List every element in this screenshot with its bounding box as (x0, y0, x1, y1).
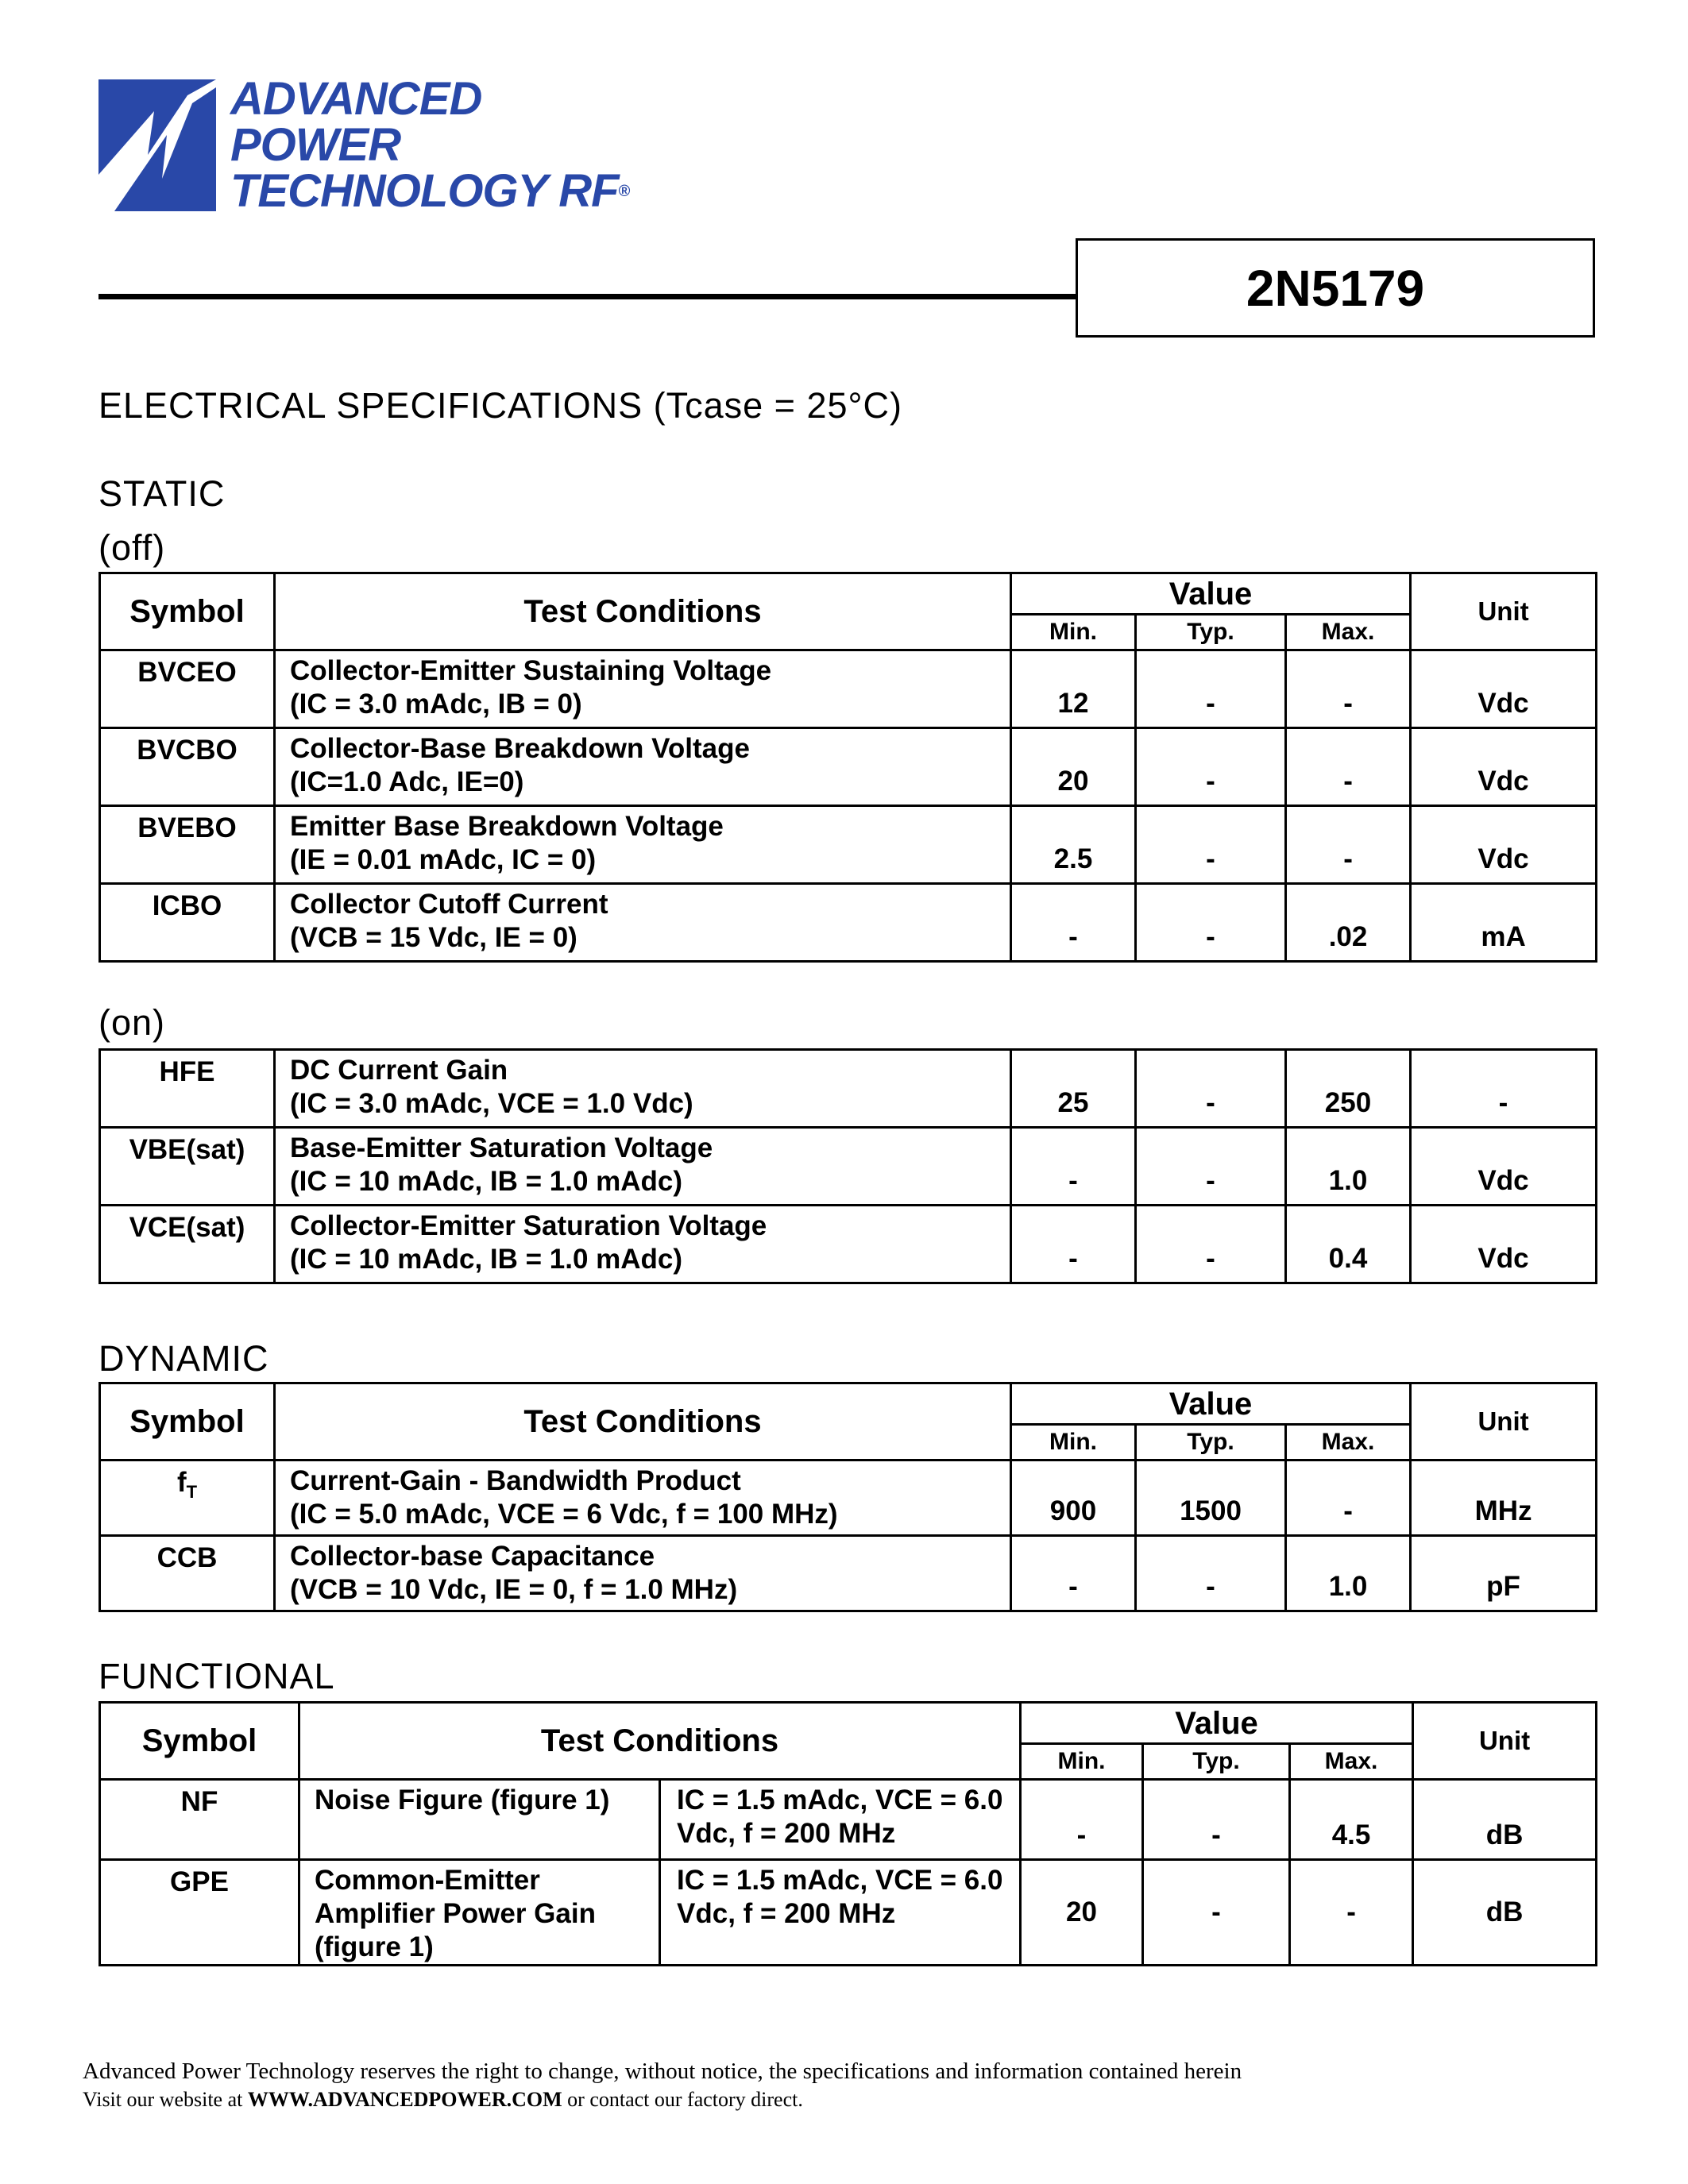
symbol-cell: CCB (100, 1536, 275, 1611)
symbol-cell: GPE (100, 1860, 299, 1966)
min-cell: - (1011, 1206, 1136, 1283)
company-logo-icon (98, 79, 216, 211)
table-row (100, 728, 1597, 806)
min-cell: - (1021, 1780, 1143, 1860)
unit-cell: Vdc (1411, 728, 1597, 806)
table-row (100, 1128, 1597, 1206)
unit-cell: Vdc (1411, 650, 1597, 728)
min-cell: 20 (1011, 728, 1136, 806)
min-cell: - (1011, 1128, 1136, 1206)
footer-contact: Visit our website at WWW.ADVANCEDPOWER.COM or contact our factory direct. (83, 2088, 803, 2111)
functional-table (98, 1701, 1597, 1966)
max-cell: 1.0 (1286, 1128, 1411, 1206)
min-cell: 20 (1021, 1860, 1143, 1966)
max-cell: .02 (1286, 884, 1411, 962)
table-row (100, 1780, 1597, 1860)
symbol-cell: BVCBO (100, 728, 275, 806)
symbol-cell: NF (100, 1780, 299, 1860)
description-cell: Common-Emitter Amplifier Power Gain (figure 1) (299, 1860, 660, 1966)
unit-cell: MHz (1411, 1461, 1597, 1536)
conditions-cell: Base-Emitter Saturation Voltage (IC = 10 mAdc, IB = 1.0 mAdc) (275, 1128, 1011, 1206)
conditions-cell: Emitter Base Breakdown Voltage (IE = 0.01 mAdc, IC = 0) (275, 806, 1011, 884)
typ-cell: - (1143, 1780, 1290, 1860)
header-min: Min. (1011, 615, 1136, 650)
header-max: Max. (1290, 1744, 1413, 1780)
max-cell: 1.0 (1286, 1536, 1411, 1611)
static-on-table (98, 1048, 1597, 1284)
header-typ: Typ. (1143, 1744, 1290, 1780)
unit-cell: dB (1413, 1860, 1597, 1966)
part-number-box (1076, 238, 1595, 338)
unit-cell: - (1411, 1050, 1597, 1128)
section-off: (off) (98, 527, 166, 568)
header-symbol: Symbol (100, 573, 275, 650)
company-logo-text: ADVANCED POWER TECHNOLOGY RF® (230, 73, 630, 217)
max-cell: - (1286, 650, 1411, 728)
typ-cell: - (1136, 650, 1286, 728)
header-conditions: Test Conditions (275, 573, 1011, 650)
unit-cell: Vdc (1411, 806, 1597, 884)
conditions-cell: Collector-Emitter Sustaining Voltage (IC = 3.0 mAdc, IB = 0) (275, 650, 1011, 728)
header-rule (98, 294, 1077, 299)
dynamic-table (98, 1382, 1597, 1612)
table-row (100, 1050, 1597, 1128)
min-cell: 2.5 (1011, 806, 1136, 884)
typ-cell: - (1136, 728, 1286, 806)
header-max: Max. (1286, 1425, 1411, 1461)
header-typ: Typ. (1136, 1425, 1286, 1461)
header-symbol: Symbol (100, 1383, 275, 1461)
table-row (100, 806, 1597, 884)
typ-cell: - (1136, 1050, 1286, 1128)
typ-cell: - (1136, 1128, 1286, 1206)
table-row (100, 884, 1597, 962)
header-typ: Typ. (1136, 615, 1286, 650)
conditions-cell: IC = 1.5 mAdc, VCE = 6.0 Vdc, f = 200 MHz (660, 1860, 1021, 1966)
max-cell: - (1290, 1860, 1413, 1966)
part-number: 2N5179 (1246, 259, 1425, 317)
section-static: STATIC (98, 473, 226, 514)
max-cell: 0.4 (1286, 1206, 1411, 1283)
header-min: Min. (1021, 1744, 1143, 1780)
min-cell: 900 (1011, 1461, 1136, 1536)
unit-cell: Vdc (1411, 1128, 1597, 1206)
symbol-cell: BVCEO (100, 650, 275, 728)
section-on: (on) (98, 1002, 166, 1043)
typ-cell: - (1143, 1860, 1290, 1966)
min-cell: - (1011, 1536, 1136, 1611)
conditions-cell: IC = 1.5 mAdc, VCE = 6.0 Vdc, f = 200 MHz (660, 1780, 1021, 1860)
header-min: Min. (1011, 1425, 1136, 1461)
conditions-cell: Collector-Base Breakdown Voltage (IC=1.0 Adc, IE=0) (275, 728, 1011, 806)
header-conditions: Test Conditions (299, 1703, 1021, 1780)
footer-disclaimer: Advanced Power Technology reserves the right to change, without notice, the specifications and information contained herein (83, 2059, 1242, 2084)
header-unit: Unit (1411, 1383, 1597, 1461)
table-row (100, 1461, 1597, 1536)
unit-cell: dB (1413, 1780, 1597, 1860)
unit-cell: pF (1411, 1536, 1597, 1611)
website-link[interactable]: WWW.ADVANCEDPOWER.COM (247, 2088, 562, 2111)
section-dynamic: DYNAMIC (98, 1338, 269, 1379)
header-conditions: Test Conditions (275, 1383, 1011, 1461)
symbol-cell: VCE(sat) (100, 1206, 275, 1283)
conditions-cell: Collector Cutoff Current (VCB = 15 Vdc, IE = 0) (275, 884, 1011, 962)
header-max: Max. (1286, 615, 1411, 650)
unit-cell: mA (1411, 884, 1597, 962)
header-value: Value (1011, 1383, 1411, 1425)
header-unit: Unit (1411, 573, 1597, 650)
min-cell: 25 (1011, 1050, 1136, 1128)
symbol-cell: ICBO (100, 884, 275, 962)
header-value: Value (1011, 573, 1411, 615)
conditions-cell: DC Current Gain (IC = 3.0 mAdc, VCE = 1.0 Vdc) (275, 1050, 1011, 1128)
max-cell: - (1286, 1461, 1411, 1536)
static-off-table (98, 572, 1597, 963)
conditions-cell: Collector-base Capacitance (VCB = 10 Vdc, IE = 0, f = 1.0 MHz) (275, 1536, 1011, 1611)
typ-cell: - (1136, 1536, 1286, 1611)
table-row (100, 1860, 1597, 1966)
typ-cell: - (1136, 884, 1286, 962)
symbol-cell: VBE(sat) (100, 1128, 275, 1206)
conditions-cell: Current-Gain - Bandwidth Product (IC = 5.0 mAdc, VCE = 6 Vdc, f = 100 MHz) (275, 1461, 1011, 1536)
conditions-cell: Collector-Emitter Saturation Voltage (IC = 10 mAdc, IB = 1.0 mAdc) (275, 1206, 1011, 1283)
max-cell: - (1286, 728, 1411, 806)
typ-cell: 1500 (1136, 1461, 1286, 1536)
symbol-cell: $f_T$ (100, 1461, 275, 1536)
max-cell: 250 (1286, 1050, 1411, 1128)
symbol-cell: BVEBO (100, 806, 275, 884)
section-functional: FUNCTIONAL (98, 1656, 335, 1696)
max-cell: - (1286, 806, 1411, 884)
symbol-cell: HFE (100, 1050, 275, 1128)
header-unit: Unit (1413, 1703, 1597, 1780)
header-value: Value (1021, 1703, 1413, 1744)
table-row (100, 1536, 1597, 1611)
unit-cell: Vdc (1411, 1206, 1597, 1283)
min-cell: 12 (1011, 650, 1136, 728)
page-title: ELECTRICAL SPECIFICATIONS (Tcase = 25°C) (98, 385, 902, 426)
min-cell: - (1011, 884, 1136, 962)
typ-cell: - (1136, 1206, 1286, 1283)
max-cell: 4.5 (1290, 1780, 1413, 1860)
description-cell: Noise Figure (figure 1) (299, 1780, 660, 1860)
header-symbol: Symbol (100, 1703, 299, 1780)
typ-cell: - (1136, 806, 1286, 884)
table-row (100, 650, 1597, 728)
table-row (100, 1206, 1597, 1283)
